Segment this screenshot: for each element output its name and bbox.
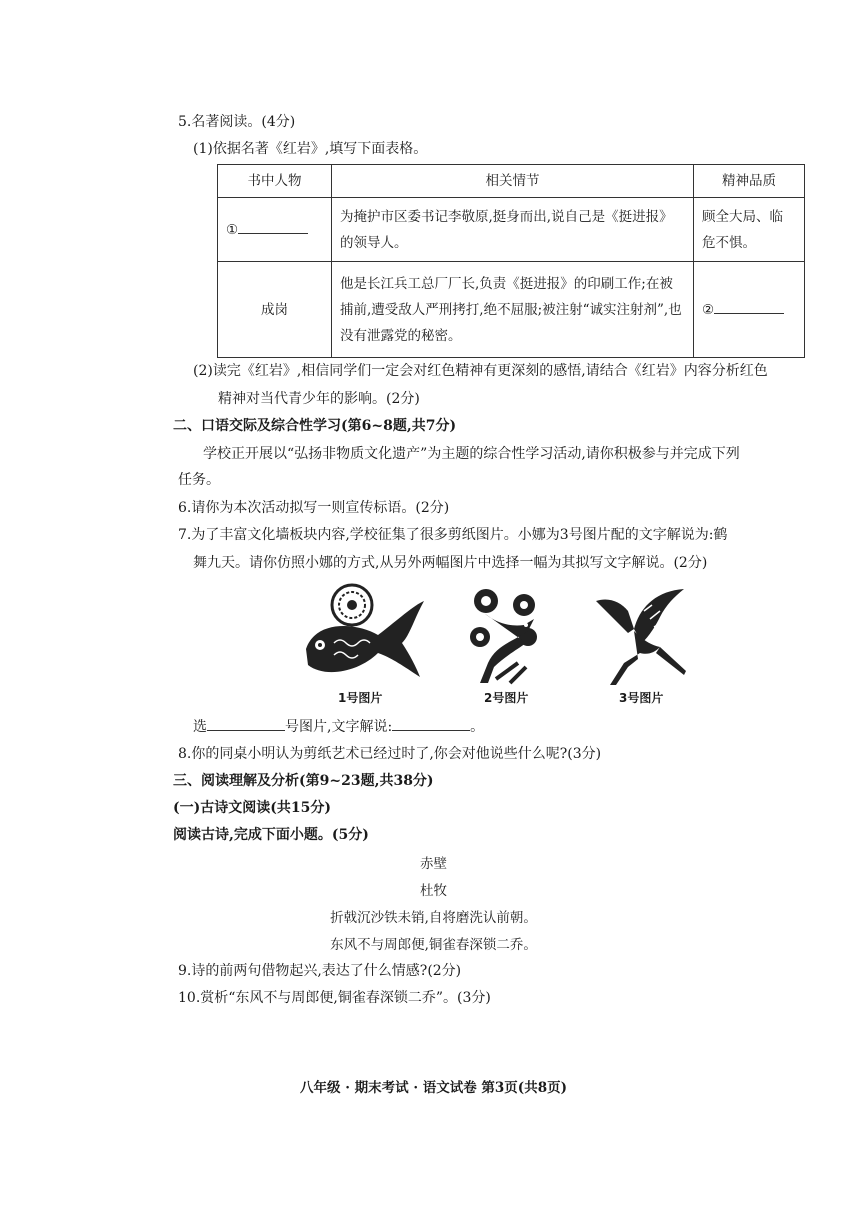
papercut-crane-image [594,587,690,687]
answer-prefix: 选 [193,719,207,735]
caption-picture-1: 1号图片 [338,691,383,705]
table-row1-plot: 为掩护市区委书记李敬原,挺身而出,说自己是《挺进报》的领导人。 [332,198,694,262]
table-row2-quality [694,262,805,358]
section3-subtitle: (一)古诗文阅读(共15分) [173,800,331,816]
table-row2-plot: 他是长江兵工总厂厂长,负责《挺进报》的印刷工作;在被捕前,遭受敌人严刑拷打,绝不屈服;被注射“诚实注射剂”,也没有泄露党的秘密。 [332,262,694,358]
caption-answer-blank[interactable] [392,716,470,731]
table-row1-person [218,198,332,262]
table-row1-quality: 顾全大局、临危不惧。 [694,198,805,262]
table-header-person: 书中人物 [218,165,332,198]
q5-title: 5.名著阅读。(4分) [178,114,296,130]
page-footer: 八年级 · 期末考试 · 语文试卷 第3页(共8页) [300,1080,567,1096]
blank-marker-1: ① [226,221,239,238]
poem-line-1: 折戟沉沙铁未销,自将磨洗认前朝。 [330,910,537,926]
table-header-plot: 相关情节 [332,165,694,198]
answer-end: 。 [470,719,485,735]
caption-picture-2: 2号图片 [484,691,529,705]
blank-marker-2: ② [702,301,715,318]
section2-title: 二、口语交际及综合性学习(第6~8题,共7分) [173,418,457,434]
table-header-quality: 精神品质 [694,165,805,198]
q6: 6.请你为本次活动拟写一则宣传标语。(2分) [178,500,450,516]
poem-instruction: 阅读古诗,完成下面小题。(5分) [173,827,369,843]
q5-sub1: (1)依据名著《红岩》,填写下面表格。 [193,141,428,157]
poem-line-2: 东风不与周郎便,铜雀春深锁二乔。 [330,937,537,953]
q7-line2: 舞九天。请你仿照小娜的方式,从另外两幅图片中选择一幅为其拟写文字解说。(2分) [193,555,708,571]
papercut-bird-flower-image [466,583,546,687]
section2-intro-line2: 任务。 [178,472,220,488]
q9: 9.诗的前两句借物起兴,表达了什么情感?(2分) [178,963,462,979]
papercut-fish-image [298,583,430,687]
hongyan-table [217,164,805,358]
poem-title: 赤壁 [420,856,447,872]
q5-sub2-line1: (2)读完《红岩》,相信同学们一定会对红色精神有更深刻的感悟,请结合《红岩》内容分析红色 [193,363,768,379]
picture-number-blank[interactable] [207,716,285,731]
table-row2-person: 成岗 [218,262,332,358]
caption-picture-3: 3号图片 [619,691,664,705]
poem-author: 杜牧 [420,883,447,899]
section2-intro-line1: 学校正开展以“弘扬非物质文化遗产”为主题的综合性学习活动,请你积极参与并完成下列 [203,446,740,462]
answer-mid: 号图片,文字解说: [285,719,393,735]
section3-title: 三、阅读理解及分析(第9~23题,共38分) [173,773,434,789]
answer-blank-2[interactable] [714,299,784,314]
q7-answer-line [193,716,484,737]
q10: 10.赏析“东风不与周郎便,铜雀春深锁二乔”。(3分) [178,990,491,1006]
q5-sub2-line2: 精神对当代青少年的影响。(2分) [218,391,420,407]
q8: 8.你的同桌小明认为剪纸艺术已经过时了,你会对他说些什么呢?(3分) [178,746,602,762]
answer-blank-1[interactable] [238,219,308,234]
q7-line1: 7.为了丰富文化墙板块内容,学校征集了很多剪纸图片。小娜为3号图片配的文字解说为:鹤 [178,527,728,543]
